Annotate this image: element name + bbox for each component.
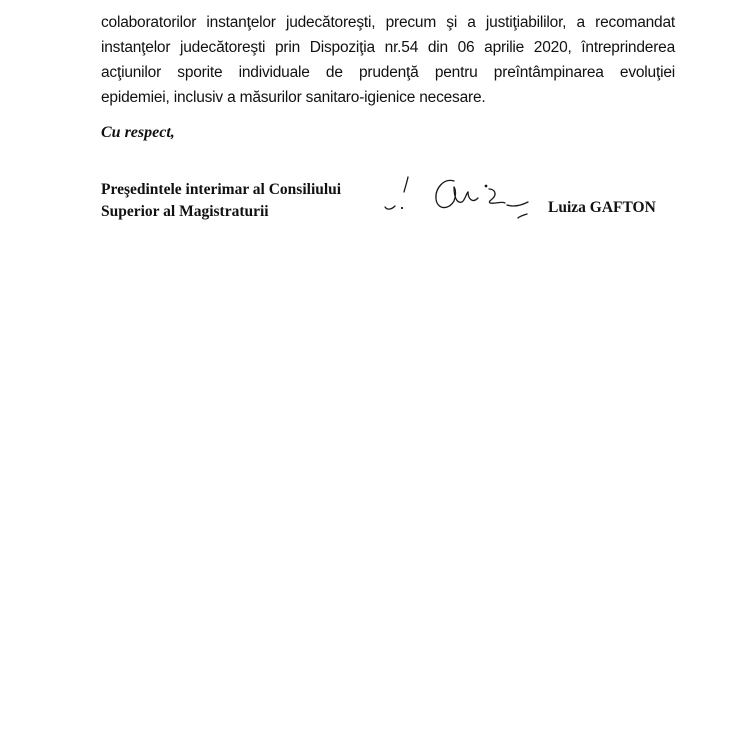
signatory-name: Luiza GAFTON: [548, 199, 656, 216]
handwritten-signature: [368, 168, 538, 238]
closing-salutation: Cu respect,: [101, 124, 175, 141]
signatory-title-line: Superior al Magistraturii: [101, 203, 269, 220]
signatory-title-line: Preşedintele interimar al Consiliului: [101, 181, 342, 198]
paragraph-line: acţiunilor sporite individuale de prudenţă pentru preîntâmpinarea evoluţiei: [101, 64, 675, 81]
paragraph-line: colaboratorilor instanţelor judecătoreşti, precum şi a justiţiabililor, a recomandat: [101, 14, 675, 31]
letter-paragraph: [101, 10, 675, 110]
paragraph-line: instanţelor judecătoreşti prin Dispoziţia nr.54 din 06 aprilie 2020, întreprinderea: [101, 39, 675, 56]
signatory-title: [101, 179, 341, 223]
paragraph-line: epidemiei, inclusiv a măsurilor sanitaro-igienice necesare.: [101, 89, 486, 106]
